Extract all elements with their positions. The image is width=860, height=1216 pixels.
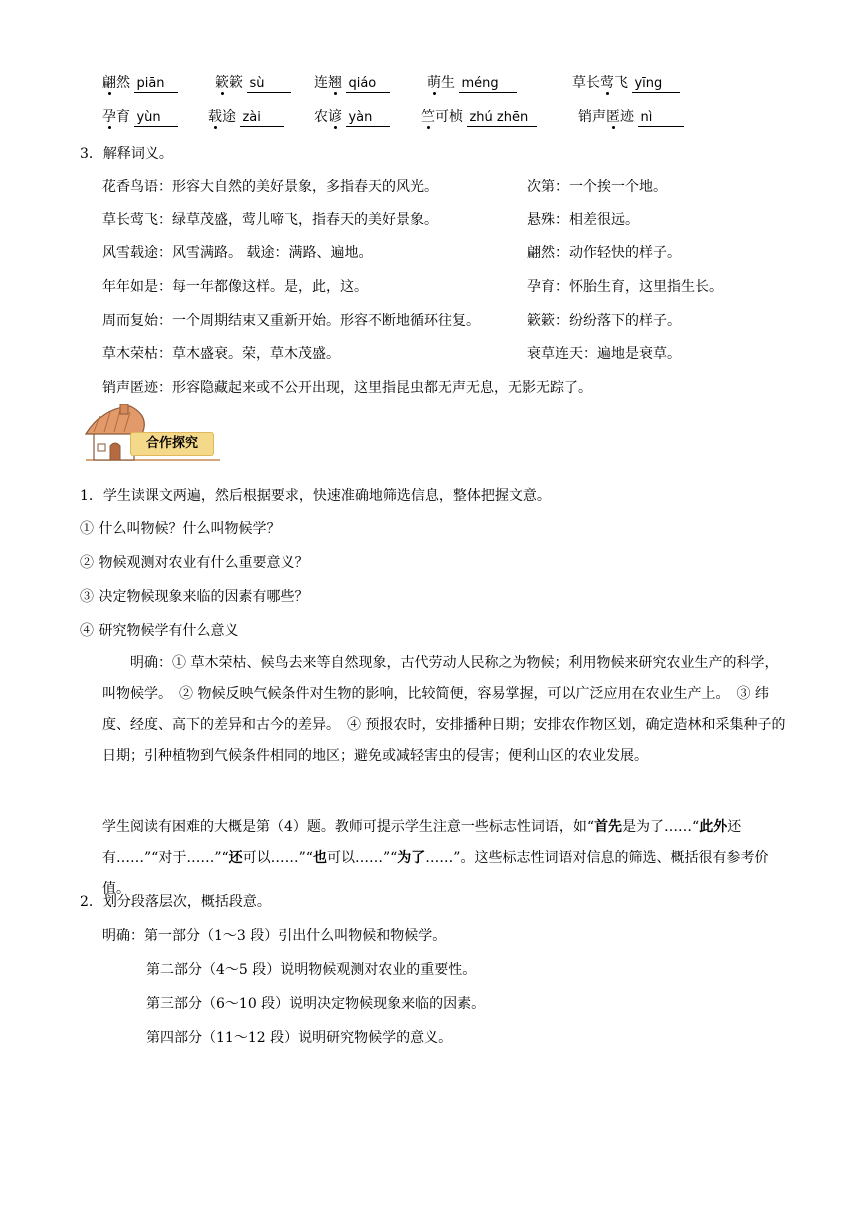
pinyin-answer: nì — [638, 110, 684, 127]
tip-text: ……”。这些标志性词语对信息的筛选、概括很有参考价值。 — [102, 850, 769, 897]
tip-keyword: 首先 — [594, 819, 623, 835]
pinyin-answer: yīng — [632, 76, 680, 93]
part-summary: 第三部分（6～10 段）说明决定物候现象来临的因素。 — [146, 996, 486, 1012]
pinyin-answer: yùn — [134, 110, 178, 127]
vocab-word: 途 — [222, 109, 236, 125]
vocab-item — [572, 72, 680, 93]
vocab-item — [208, 106, 284, 127]
vocab-word: 迹 — [620, 109, 634, 125]
vocab-item — [427, 72, 517, 93]
vocab-item — [314, 72, 390, 93]
pinyin-answer: qiáo — [346, 76, 390, 93]
vocab-dotted-char: 莺 — [600, 75, 614, 91]
tip-text: 还有……”“对于……”“ — [102, 819, 742, 866]
vocab-item — [215, 72, 291, 93]
definition-item: 翩然：动作轻快的样子。 — [527, 245, 681, 261]
definition-item: 衰草连天：遍地是衰草。 — [527, 346, 681, 362]
vocab-dotted-char: 萌 — [427, 75, 441, 91]
vocab-dotted-char: 孕 — [102, 109, 116, 125]
pinyin-answer: méng — [459, 76, 517, 93]
vocab-word: 然 — [116, 75, 130, 91]
pinyin-answer: yàn — [346, 110, 390, 127]
vocab-word: 农 — [314, 109, 328, 125]
definition-item: 花香鸟语：形容大自然的美好景象，多指春天的风光。 — [102, 179, 438, 195]
definition-item: 销声匿迹：形容隐藏起来或不公开出现，这里指昆虫都无声无息，无影无踪了。 — [102, 380, 592, 396]
pinyin-answer: zài — [240, 110, 284, 127]
vocab-word: 生 — [441, 75, 455, 91]
pinyin-answer: sù — [247, 76, 291, 93]
definition-item: 草长莺飞：绿草茂盛，莺儿啼飞，指春天的美好景象。 — [102, 212, 438, 228]
pinyin-answer: piān — [134, 76, 178, 93]
vocab-word: 簌 — [229, 75, 243, 91]
vocab-dotted-char: 匿 — [606, 109, 620, 125]
sub-question: ① 什么叫物候？什么叫物候学？ — [80, 521, 281, 537]
part-summary: 明确：第一部分（1～3 段）引出什么叫物候和物候学。 — [102, 928, 447, 944]
badge-label: 合作探究 — [130, 432, 214, 456]
question-1-title: 1．学生读课文两遍，然后根据要求，快速准确地筛选信息，整体把握文意。 — [80, 488, 551, 504]
vocab-word: 草长 — [572, 75, 600, 91]
tip-keyword: 还 — [228, 850, 243, 866]
section-badge — [80, 404, 230, 464]
vocab-word: 育 — [116, 109, 130, 125]
tip-text: 可以……”“ — [326, 850, 398, 866]
vocab-item — [102, 106, 178, 127]
sub-question: ④ 研究物候学有什么意义 — [80, 623, 239, 639]
sub-question: ③ 决定物候现象来临的因素有哪些？ — [80, 589, 309, 605]
vocab-dotted-char: 载 — [208, 109, 222, 125]
definition-item: 簌簌：纷纷落下的样子。 — [527, 313, 681, 329]
vocab-dotted-char: 翩 — [102, 75, 116, 91]
vocab-item — [578, 106, 684, 127]
tip-keyword: 也 — [312, 850, 327, 866]
definition-item: 草木荣枯：草木盛衰。荣，草木茂盛。 — [102, 346, 340, 362]
vocab-dotted-char: 竺 — [421, 109, 435, 125]
definition-item: 悬殊：相差很远。 — [527, 212, 639, 228]
part-summary: 第四部分（11～12 段）说明研究物候学的意义。 — [146, 1030, 453, 1046]
definition-item: 风雪载途：风雪满路。 载途：满路、遍地。 — [102, 245, 373, 261]
section-3-title: 3．解释词义。 — [80, 146, 173, 162]
part-summary: 第二部分（4～5 段）说明物候观测对农业的重要性。 — [146, 962, 477, 978]
vocab-word: 飞 — [614, 75, 628, 91]
tip-keyword: 此外 — [699, 819, 728, 835]
vocab-item — [314, 106, 390, 127]
tip-text: 学生阅读有困难的大概是第（4）题。教师可提示学生注意一些标志性词语，如“ — [102, 819, 595, 835]
definition-item: 次第：一个挨一个地。 — [527, 179, 667, 195]
definition-item: 孕育：怀胎生育，这里指生长。 — [527, 279, 723, 295]
vocab-dotted-char: 翘 — [328, 75, 342, 91]
tip-keyword: 为了 — [397, 850, 426, 866]
answer-paragraph: 明确：① 草木荣枯、候鸟去来等自然现象，古代劳动人民称之为物候；利用物候来研究农业生产的科学，叫物候学。 ② 物候反映气候条件对生物的影响，比较简便，容易掌握，可以广泛应用在农业生产上。 ③ 纬度、经度、高下的差异和古今的差异。 ④ 预报农时，安排播种日期；安排农作物区划，确定造林和采集种子的日期；引种植物到气候条件相同的地区；避免或减轻害虫的侵害；便利山区的农业发展。 — [102, 655, 786, 764]
vocab-word: 连 — [314, 75, 328, 91]
vocab-dotted-char: 谚 — [328, 109, 342, 125]
definition-item: 年年如是：每一年都像这样。是，此，这。 — [102, 279, 368, 295]
question-2-title: 2．划分段落层次，概括段意。 — [80, 894, 271, 910]
tip-text: 是为了……“ — [622, 819, 700, 835]
vocab-item — [421, 106, 537, 127]
vocab-item — [102, 72, 178, 93]
pinyin-answer: zhú zhēn — [467, 110, 537, 127]
sub-question: ② 物候观测对农业有什么重要意义？ — [80, 555, 309, 571]
vocab-word: 可桢 — [435, 109, 463, 125]
vocab-dotted-char: 簌 — [215, 75, 229, 91]
definition-item: 周而复始：一个周期结束又重新开始。形容不断地循环往复。 — [102, 313, 480, 329]
tip-text: 可以……”“ — [242, 850, 313, 866]
vocab-word: 销声 — [578, 109, 606, 125]
